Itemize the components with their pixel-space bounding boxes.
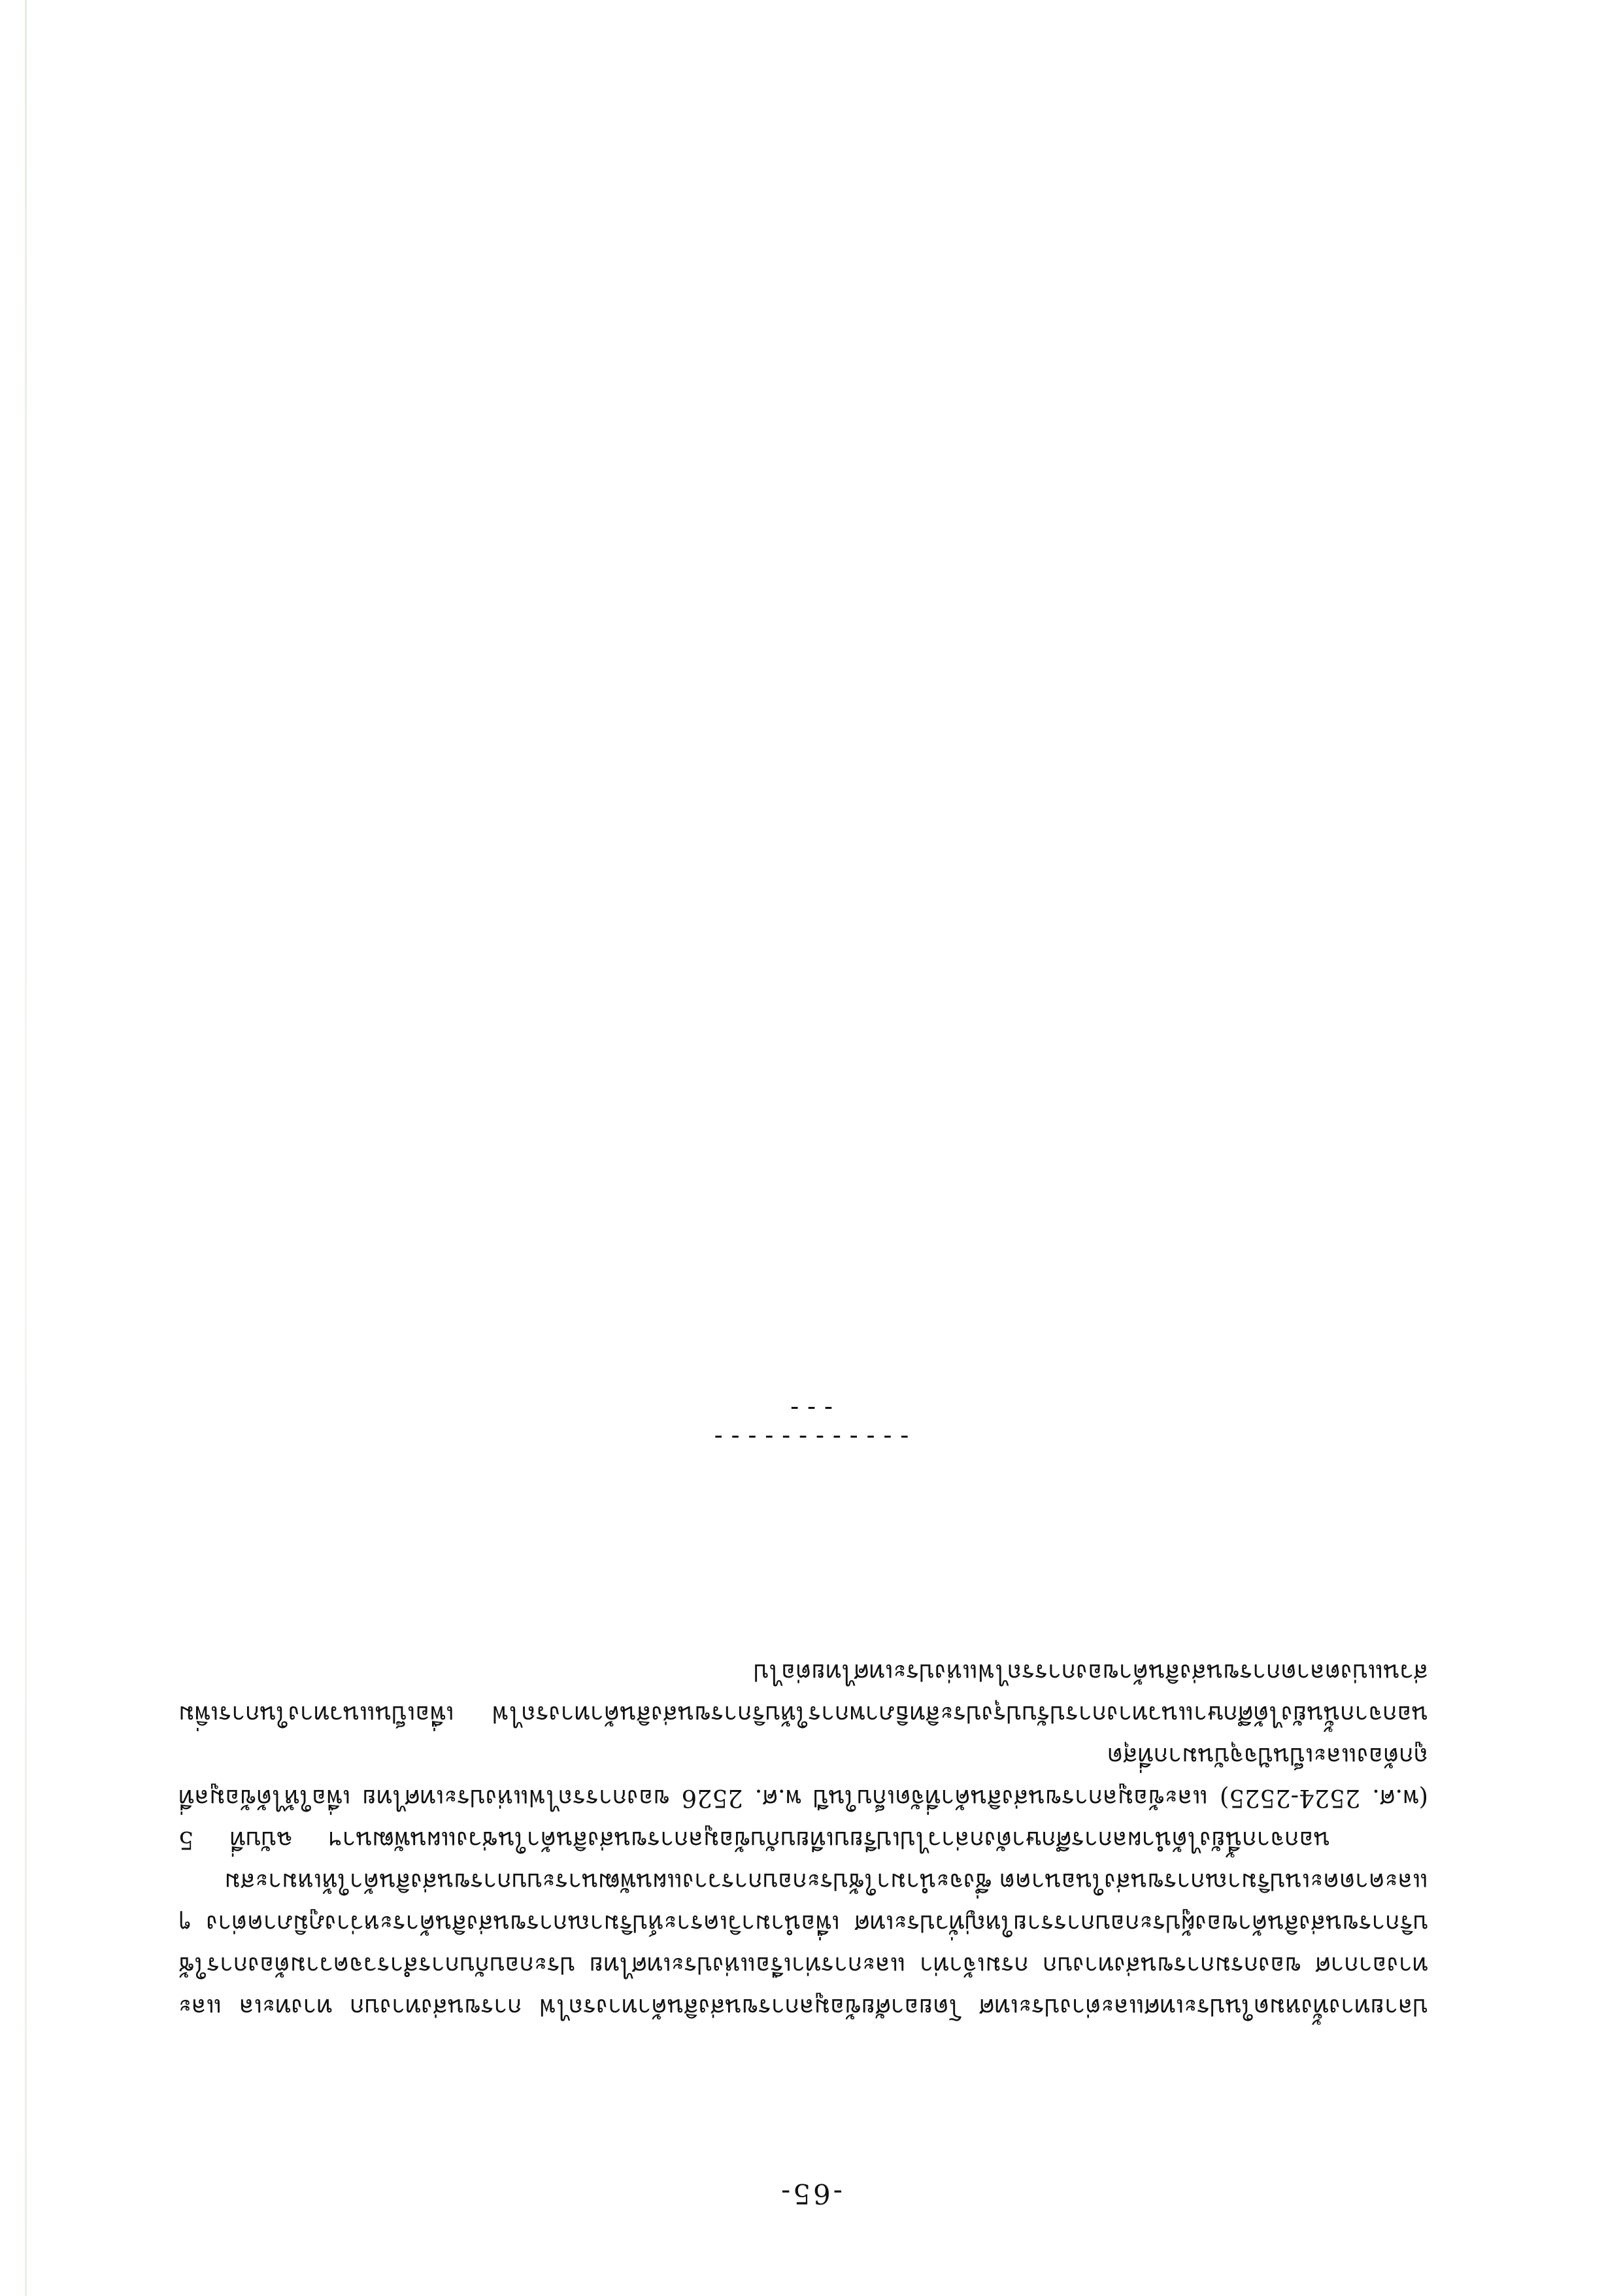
page-edge bbox=[25, 0, 27, 2296]
page-number: -65- bbox=[778, 2178, 843, 2210]
section-separator: --------------- bbox=[709, 1395, 912, 1453]
paragraph-3: นอกจากนั้นยังได้ศึกษาแนวทางการปรับปรุงประสิทธิภาพการให้บริการขนส่งสินค้าทางรถไฟ เพื่อเป็นแนวทางในการเพิ่มส่วนแบ่งตลาดการขนส่งสินค้าของการรถไฟแห่งประเทศไทยต่อไป bbox=[178, 1659, 1428, 1729]
paragraph-2: นอกจากนี้ยังได้นำผลการศึกษาดังกล่าวไปเปรียบเทียบกับข้อมูลการขนส่งสินค้าในช่วงแผนพัฒนาฯ ฉบับที่ 5 (พ.ศ. 2524-2525) และข้อมูลการขนส่งสินค้าที่จัดเก็บในปี พ.ศ. 2526 ของการรถไฟแห่งประเทศไทย เพื่อให้ได้ข้อมูลที่ถูกต้องและเป็นปัจจุบันมากที่สุด bbox=[178, 1742, 1428, 1854]
paragraph-1: ปลายทางทั้งหมดในประเทศและต่างประเทศ โดยอาศัยข้อมูลการขนส่งสินค้าทางรถไฟ การขนส่งทางบก ทางทะเล และทางอากาศ ของกรมการขนส่งทางบก กรมเจ้าท่า และการท่าเรือแห่งประเทศไทย ประกอบกับการสำรวจความต้องการใช้บริการขนส่งสินค้าของผู้ประกอบการรายใหญ่ทั่วประเทศ เพื่อนำมาวิเคราะห์ปริมาณการขนส่งสินค้าระหว่างภูมิภาคต่าง ๆ และคาดคะเนปริมาณการขนส่งในอนาคต ซึ่งจะนำมาใช้ประกอบการวางแผนพัฒนาระบบการขนส่งสินค้าให้เหมาะสม bbox=[178, 1868, 1428, 2021]
body-text bbox=[178, 1651, 1428, 2028]
